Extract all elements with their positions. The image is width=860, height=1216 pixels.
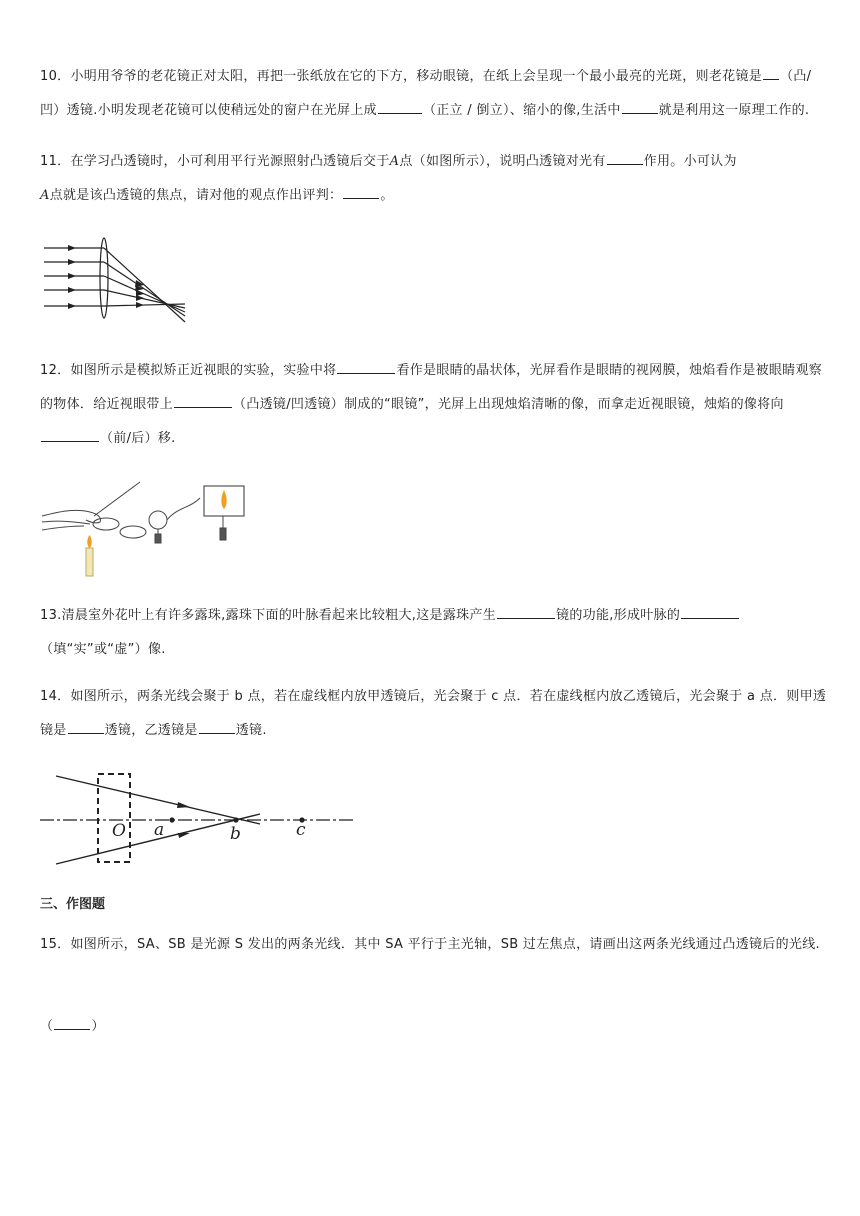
answer-blank[interactable]	[68, 719, 104, 734]
point-a-label: a	[154, 820, 165, 840]
question-text: 在学习凸透镜时，小可利用平行光源照射凸透镜后交于	[70, 154, 390, 169]
answer-blank[interactable]	[174, 393, 232, 408]
question-text: 镜的功能,形成叶脉的	[556, 608, 681, 623]
answer-blank[interactable]	[343, 184, 379, 199]
question-text: 。	[380, 188, 394, 203]
question-text: （前/后）移.	[100, 431, 176, 446]
question-12	[40, 354, 828, 456]
question-11	[40, 145, 828, 213]
question-number: 13.	[40, 608, 62, 623]
question-number: 15．	[40, 937, 71, 952]
point-c-label: c	[296, 820, 306, 840]
origin-label: O	[112, 821, 126, 841]
point-b-label: b	[230, 824, 241, 844]
question-text: 看作是眼睛的晶状体，光屏看作是眼睛的视网膜，烛焰看作是被眼睛观察的物体．给近视眼带上	[40, 363, 823, 412]
question-15-answer: （ ）	[40, 1010, 828, 1044]
myopia-experiment-figure	[40, 478, 250, 578]
answer-blank[interactable]	[54, 1015, 90, 1030]
question-text: 透镜.	[235, 723, 267, 738]
point-label: A	[40, 188, 50, 203]
question-text: 透镜，乙透镜是	[104, 723, 198, 738]
answer-blank[interactable]	[622, 99, 658, 114]
question-text: （凸透镜/凹透镜）制成的“眼镜”，光屏上出现烛焰清晰的像，而拿走近视眼镜，烛焰的像将向	[233, 397, 784, 412]
question-text: （凸/凹）透镜.小明发现老花镜可以使稍远处的窗户在光屏上成	[40, 69, 812, 118]
point-label: A	[389, 154, 400, 169]
converging-rays-figure	[40, 768, 356, 868]
question-text: 作用。小可认为	[643, 154, 737, 169]
answer-blank[interactable]	[378, 99, 422, 114]
question-text: 就是利用这一原理工作的.	[658, 103, 810, 118]
answer-blank[interactable]	[199, 719, 235, 734]
question-text: 如图所示是模拟矫正近视眼的实验，实验中将	[70, 363, 337, 378]
convex-lens-figure	[40, 236, 190, 336]
answer-blank[interactable]	[497, 604, 555, 619]
question-text: （正立 / 倒立）、缩小的像,生活中	[422, 103, 621, 118]
question-13	[40, 599, 828, 667]
question-14	[40, 680, 828, 748]
question-number: 14．	[40, 689, 71, 704]
answer-blank[interactable]	[41, 427, 99, 442]
answer-blank[interactable]	[607, 150, 643, 165]
question-text: 如图所示，两条光线会聚于 b 点，若在虚线框内放甲透镜后，光会聚于 c 点．若在虚线框内放乙透镜后，光会聚于 a 点．则甲透镜是	[40, 689, 827, 738]
question-text: 点就是该凸透镜的焦点，请对他的观点作出评判：	[49, 188, 343, 203]
question-text: 点（如图所示），说明凸透镜对光有	[399, 154, 606, 169]
answer-blank[interactable]	[763, 65, 779, 80]
question-number: 11．	[40, 154, 71, 169]
section-heading: 三、作图题	[40, 897, 106, 912]
question-text: 如图所示，SA、SB 是光源 S 发出的两条光线．其中 SA 平行于主光轴，SB 过左焦点，请画出这两条光线通过凸透镜后的光线.	[70, 937, 820, 952]
question-number: 10．	[40, 69, 71, 84]
question-number: 12．	[40, 363, 71, 378]
question-text: 小明用爷爷的老花镜正对太阳，再把一张纸放在它的下方，移动眼镜，在纸上会呈现一个最小最亮的光斑，则老花镜是	[70, 69, 763, 84]
question-10	[40, 60, 828, 128]
answer-blank[interactable]	[681, 604, 739, 619]
answer-blank[interactable]	[337, 359, 395, 374]
question-15	[40, 928, 828, 962]
question-text: （填“实”或“虚”）像.	[40, 642, 166, 657]
question-text: 清晨室外花叶上有许多露珠,露珠下面的叶脉看起来比较粗大,这是露珠产生	[61, 608, 497, 623]
